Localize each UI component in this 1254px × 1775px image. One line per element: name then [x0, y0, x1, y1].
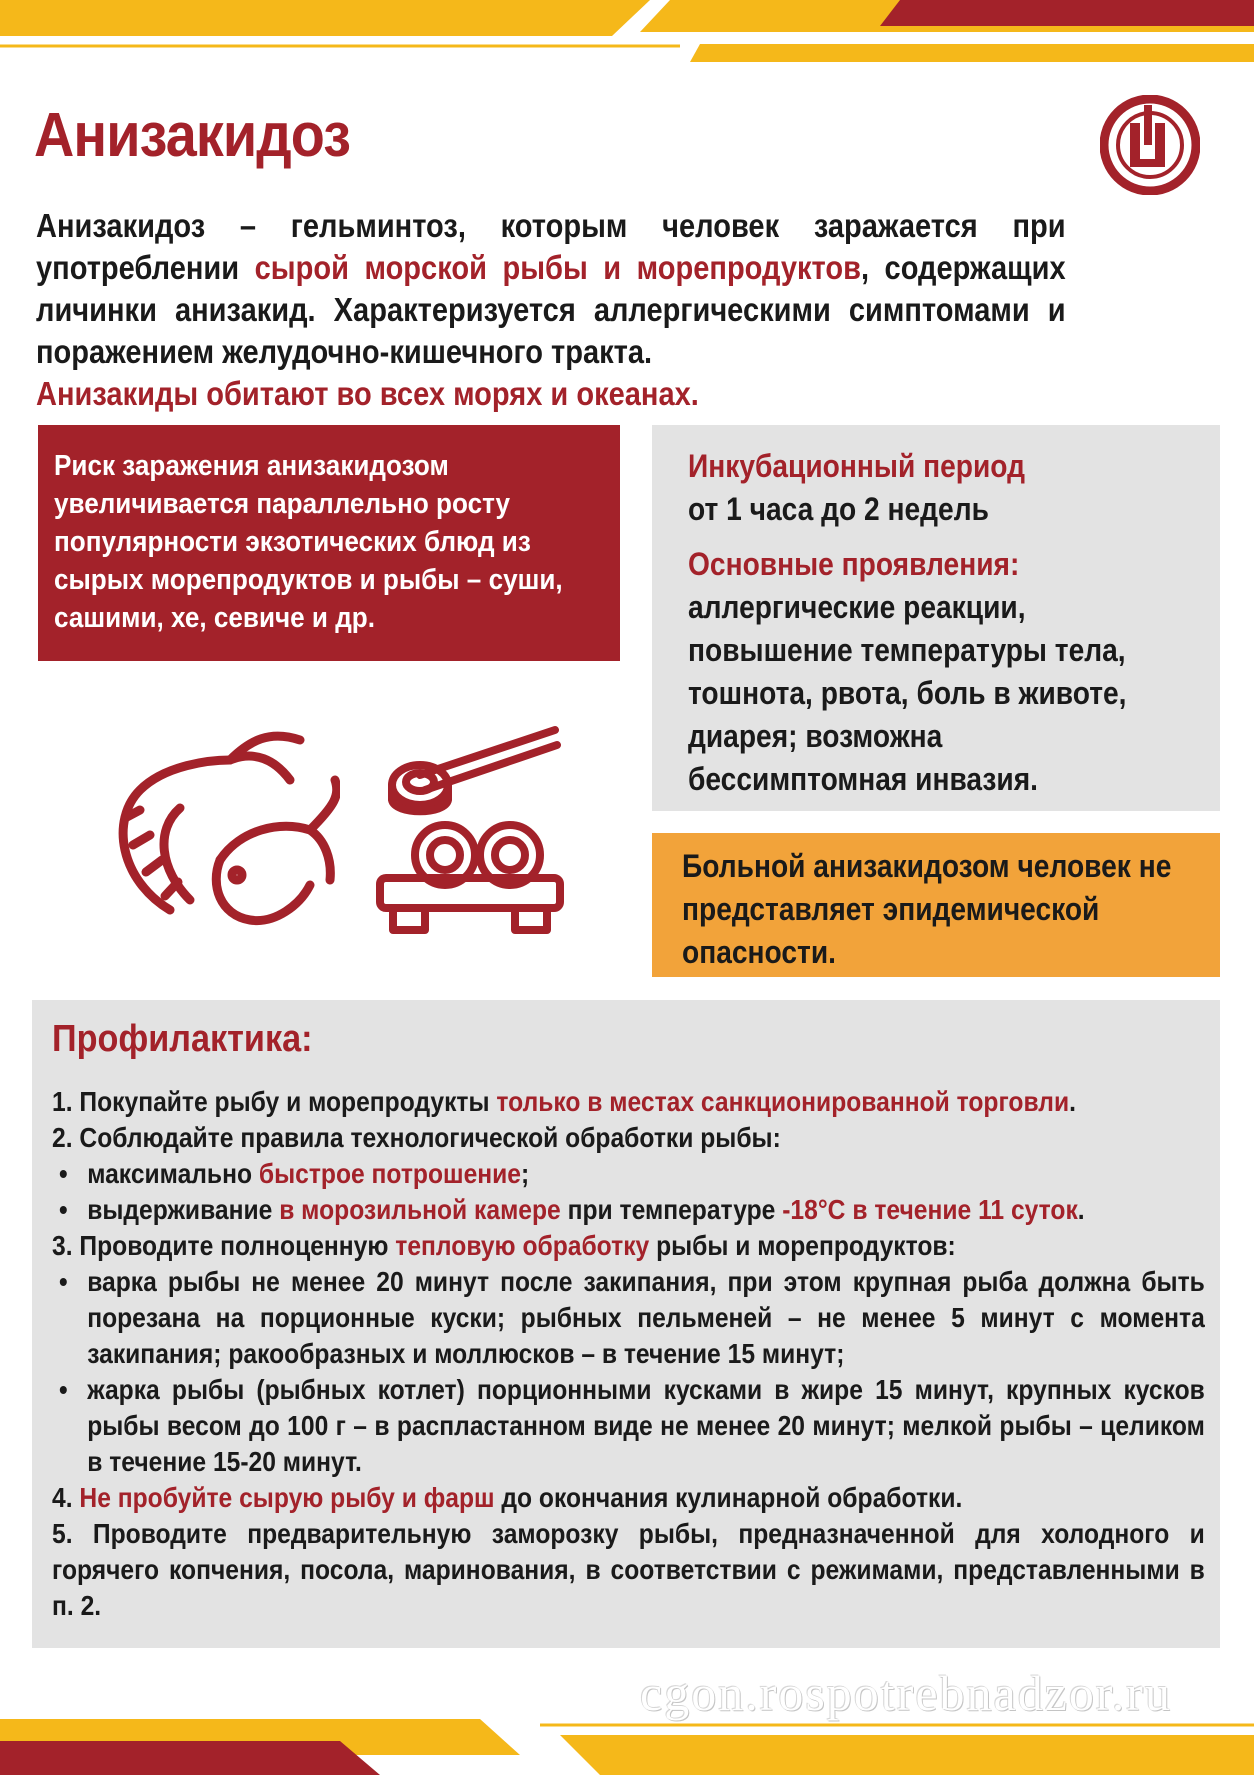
list-item: 5. Проводите предварительную заморозку рыбы, предназначенной для холодного и горячего копчения, посола, маринования, в соответствии с режимами, представленными в п. 2.: [52, 1518, 1205, 1621]
warning-box: [652, 833, 1220, 977]
list-item: 1. Покупайте рыбу и морепродукты только в местах санкционированной торговли.: [52, 1086, 1076, 1117]
risk-text: Риск заражения анизакидозом увеличивается параллельно росту популярности экзотических блюд из сырых морепродуктов и рыбы – суши, сашими, хе, севиче и др.: [54, 450, 563, 634]
shrimp-fish-icon: [100, 710, 340, 935]
list-item: 2. Соблюдайте правила технологической обработки рыбы:: [52, 1122, 781, 1153]
info-box: [652, 425, 1220, 811]
cgon-logo-icon: [1100, 95, 1200, 195]
symptoms-value: аллергические реакции, повышение температуры тела, тошнота, рвота, боль в животе, диарея; возможна бессимптомная инвазия.: [688, 589, 1127, 797]
incubation-label: Инкубационный период: [688, 448, 1025, 484]
risk-box: [38, 425, 620, 661]
list-item: • жарка рыбы (рыбных котлет) порционными кусками в жире 15 минут, крупных кусков рыбы весом до 100 г – в распластанном виде не менее 20 минут; мелкой рыбы – целиком в течение 15-20 минут.: [52, 1372, 1205, 1480]
prevention-list: [52, 1084, 1205, 1624]
watermark: cgon.rospotrebnadzor.ru: [640, 1665, 1172, 1721]
top-decoration: [0, 0, 1254, 62]
prevention-box: [32, 1000, 1220, 1648]
intro-habitat: Анизакиды обитают во всех морях и океанах.: [36, 375, 699, 412]
intro-paragraph: Анизакидоз – гельминтоз, которым человек заражается при употреблении сырой морской рыбы и морепродуктов, содержащих личинки анизакид. Характеризуется аллергическими симптомами и поражением желудочно-кишечного тракта.: [36, 207, 1066, 370]
list-item: 4. Не пробуйте сырую рыбу и фарш до окончания кулинарной обработки.: [52, 1482, 963, 1513]
sushi-chopsticks-icon: [375, 720, 565, 950]
incubation-value: от 1 часа до 2 недель: [688, 491, 989, 527]
symptoms-label: Основные проявления:: [688, 546, 1020, 582]
list-item: • варка рыбы не менее 20 минут после закипания, при этом крупная рыба должна быть порезана на порционные куски; рыбных пельменей – не менее 5 минут с момента закипания; ракообразных и моллюсков – в течение 15 минут;: [52, 1264, 1205, 1372]
list-item: • выдерживание в морозильной камере при температуре -18°С в течение 11 суток.: [52, 1192, 1205, 1228]
intro-text: [36, 205, 1066, 415]
list-item: 3. Проводите полноценную тепловую обработку рыбы и морепродуктов:: [52, 1230, 956, 1261]
prevention-title: Профилактика:: [52, 1018, 313, 1060]
list-item: • максимально быстрое потрошение;: [52, 1156, 1205, 1192]
bottom-decoration: [0, 1705, 1254, 1775]
warning-text: Больной анизакидозом человек не представляет эпидемической опасности.: [682, 848, 1172, 970]
page-title: Анизакидоз: [34, 101, 351, 170]
